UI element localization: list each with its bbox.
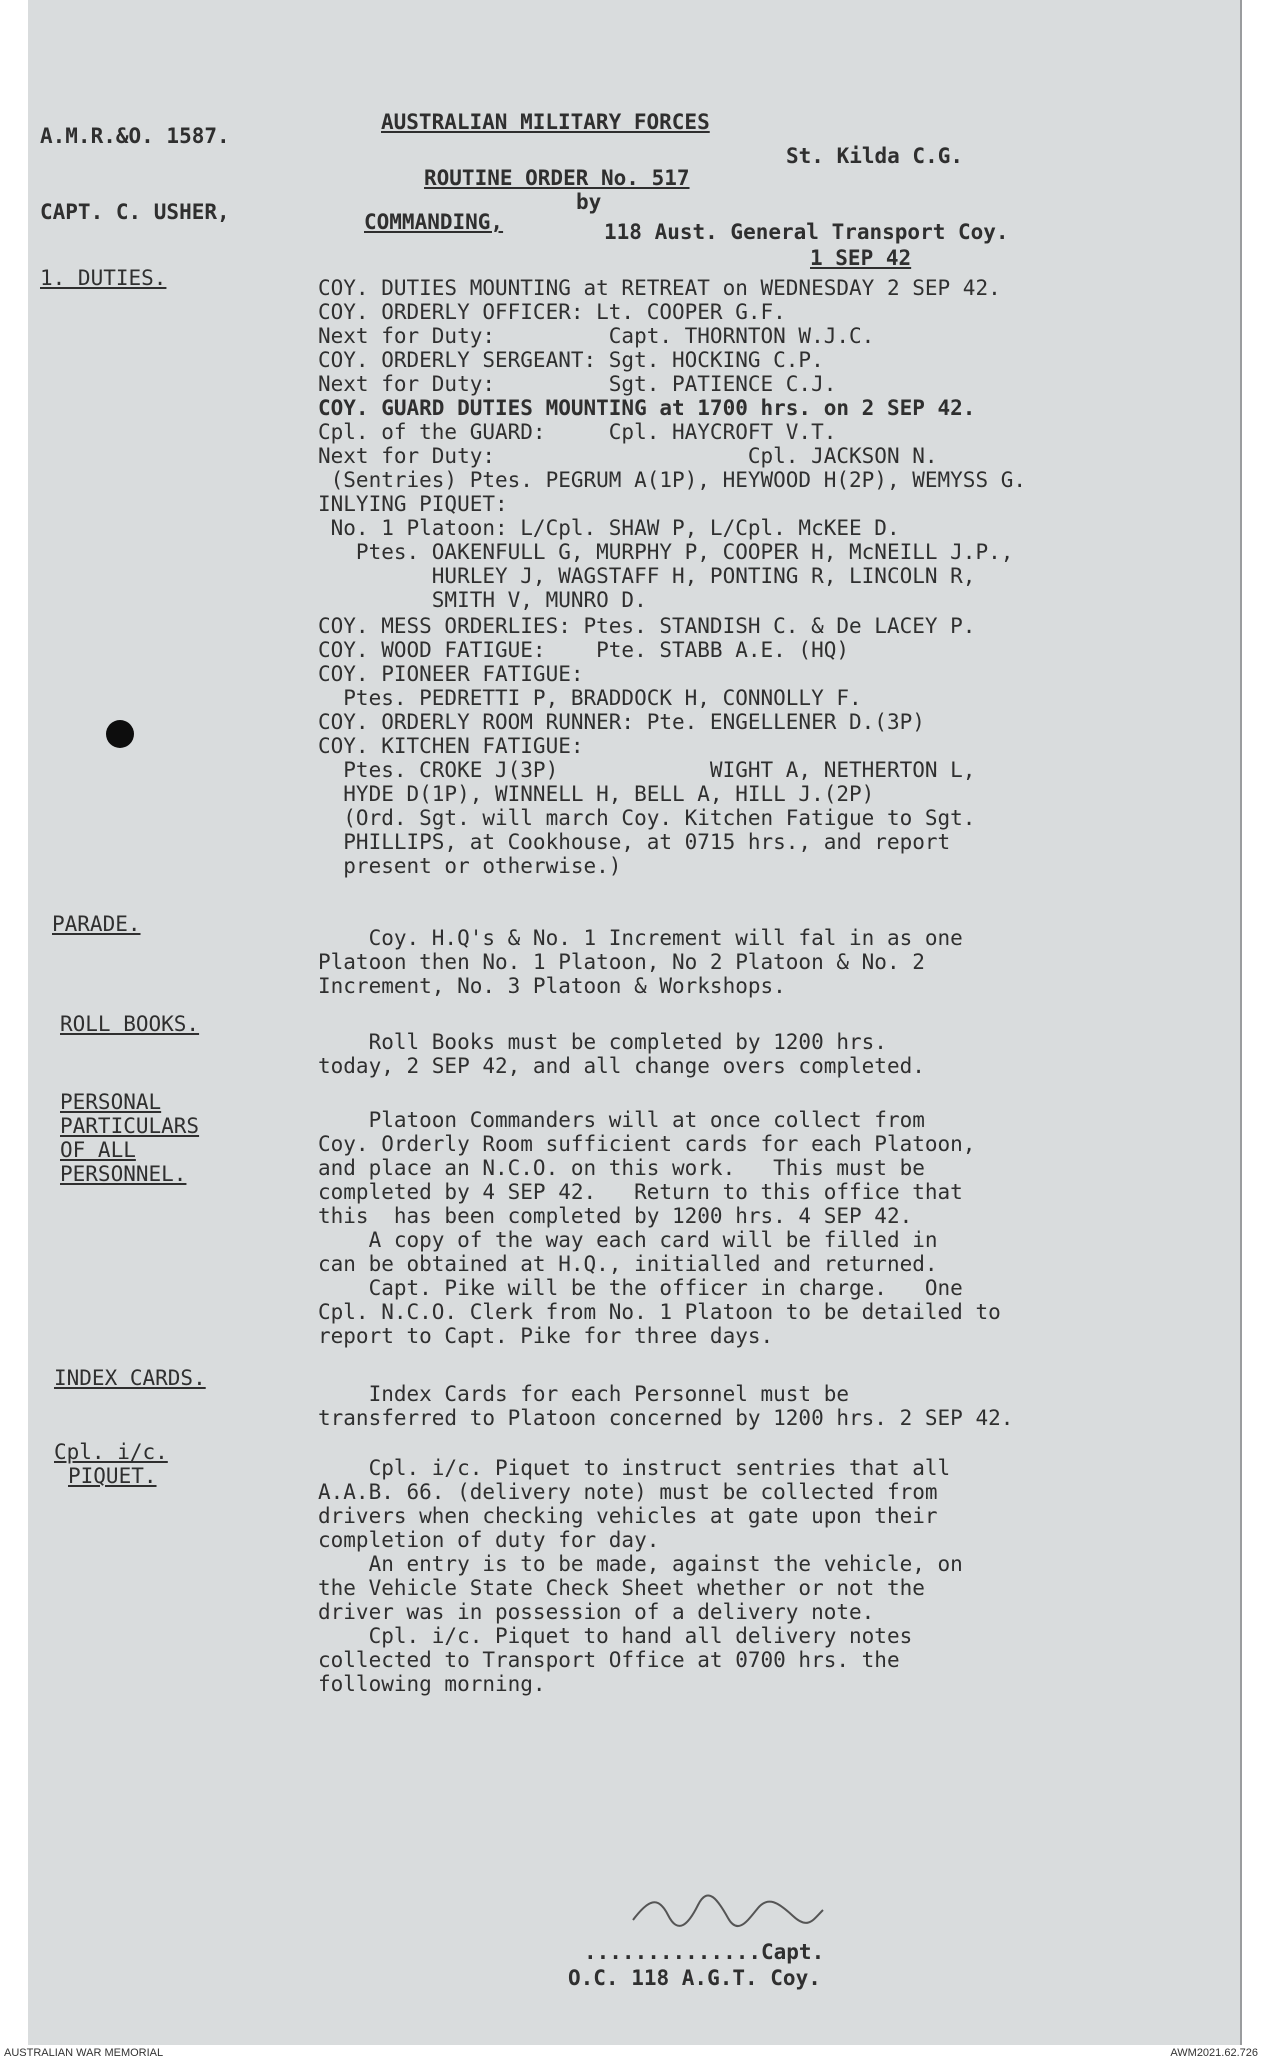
parade-line: Coy. H.Q's & No. 1 Increment will fal in as one [318,926,963,950]
signature-title: O.C. 118 A.G.T. Coy. [568,1966,821,1990]
captain-name: CAPT. C. USHER, [40,200,230,224]
personal-line: Platoon Commanders will at once collect from [318,1108,925,1132]
duties-heading: 1. DUTIES. [40,266,167,290]
duty-line: Next for Duty: Cpl. JACKSON N. [318,444,938,468]
by-label: by [576,190,602,214]
personal-line: can be obtained at H.Q., initialled and returned. [318,1252,938,1276]
personal-heading: PARTICULARS [60,1114,200,1138]
footer-accession: AWM2021.62.726 [1170,2047,1258,2059]
duty-line: PHILLIPS, at Cookhouse, at 0715 hrs., and report [318,830,951,854]
duty-line: present or otherwise.) [318,854,622,878]
personal-line: and place an N.C.O. on this work. This must be [318,1156,925,1180]
personal-line: report to Capt. Pike for three days. [318,1324,774,1348]
duty-line: (Sentries) Ptes. PEGRUM A(1P), HEYWOOD H(2P), WEMYSS G. [318,468,1027,492]
order-number: ROUTINE ORDER No. 517 [424,166,690,190]
piquet-line: the Vehicle State Check Sheet whether or not the [318,1576,925,1600]
roll-books-line: Roll Books must be completed by 1200 hrs. [318,1030,887,1054]
piquet-line: Cpl. i/c. Piquet to hand all delivery notes [318,1624,913,1648]
roll-books-heading: ROLL BOOKS. [60,1012,200,1036]
duty-line: SMITH V, MUNRO D. [318,588,647,612]
piquet-heading: Cpl. i/c. [54,1440,168,1464]
piquet-line: drivers when checking vehicles at gate upon their [318,1504,938,1528]
signature-line: ..............Capt. [584,1940,825,1964]
duty-line: COY. GUARD DUTIES MOUNTING at 1700 hrs. on 2 SEP 42. [318,396,976,420]
duty-line: Ptes. PEDRETTI P, BRADDOCK H, CONNOLLY F. [318,686,862,710]
handwritten-signature [628,1890,828,1930]
personal-line: completed by 4 SEP 42. Return to this office that [318,1180,963,1204]
piquet-line: completion of duty for day. [318,1528,660,1552]
location: St. Kilda C.G. [786,144,964,168]
duty-line: COY. ORDERLY OFFICER: Lt. COOPER G.F. [318,300,786,324]
duty-line: Cpl. of the GUARD: Cpl. HAYCROFT V.T. [318,420,837,444]
piquet-line: A.A.B. 66. (delivery note) must be collected from [318,1480,938,1504]
unit-name: 118 Aust. General Transport Coy. [604,220,1009,244]
personal-heading: PERSONNEL. [60,1162,187,1186]
document-sheet [28,0,1242,2045]
duty-line: COY. ORDERLY SERGEANT: Sgt. HOCKING C.P. [318,348,824,372]
roll-books-line: today, 2 SEP 42, and all change overs completed. [318,1054,925,1078]
footer-credit: AUSTRALIAN WAR MEMORIAL [4,2047,164,2059]
personal-heading: OF ALL [60,1138,136,1162]
personal-heading: PERSONAL [60,1090,162,1114]
order-date: 1 SEP 42 [810,246,912,270]
duty-line: HURLEY J, WAGSTAFF H, PONTING R, LINCOLN R, [318,564,976,588]
piquet-line: Cpl. i/c. Piquet to instruct sentries that all [318,1456,951,1480]
piquet-line: driver was in possession of a delivery note. [318,1600,875,1624]
parade-heading: PARADE. [52,912,141,936]
duty-line: Ptes. CROKE J(3P) WIGHT A, NETHERTON L, [318,758,976,782]
piquet-heading: PIQUET. [68,1464,157,1488]
duty-line: INLYING PIQUET: [318,492,508,516]
commanding-label: COMMANDING, [364,210,504,234]
duty-line: (Ord. Sgt. will march Coy. Kitchen Fatigue to Sgt. [318,806,976,830]
duty-line: Ptes. OAKENFULL G, MURPHY P, COOPER H, McNEILL J.P., [318,540,1014,564]
duty-line: COY. DUTIES MOUNTING at RETREAT on WEDNESDAY 2 SEP 42. [318,276,1001,300]
document-title: AUSTRALIAN MILITARY FORCES [381,110,710,134]
document-reference: A.M.R.&O. 1587. [40,124,230,148]
duty-line: No. 1 Platoon: L/Cpl. SHAW P, L/Cpl. McKEE D. [318,516,900,540]
index-cards-heading: INDEX CARDS. [54,1366,206,1390]
index-cards-line: transferred to Platoon concerned by 1200 hrs. 2 SEP 42. [318,1406,1014,1430]
duty-line: COY. WOOD FATIGUE: Pte. STABB A.E. (HQ) [318,638,850,662]
personal-line: Capt. Pike will be the officer in charge. One [318,1276,963,1300]
duty-line: COY. ORDERLY ROOM RUNNER: Pte. ENGELLENER D.(3P) [318,710,925,734]
duty-line: Next for Duty: Sgt. PATIENCE C.J. [318,372,837,396]
personal-line: Coy. Orderly Room sufficient cards for each Platoon, [318,1132,976,1156]
duty-line: HYDE D(1P), WINNELL H, BELL A, HILL J.(2P) [318,782,875,806]
piquet-line: An entry is to be made, against the vehicle, on [318,1552,963,1576]
index-cards-line: Index Cards for each Personnel must be [318,1382,850,1406]
piquet-line: collected to Transport Office at 0700 hrs. the [318,1648,900,1672]
personal-line: Cpl. N.C.O. Clerk from No. 1 Platoon to be detailed to [318,1300,1001,1324]
parade-line: Increment, No. 3 Platoon & Workshops. [318,974,786,998]
piquet-line: following morning. [318,1672,546,1696]
duty-line: COY. KITCHEN FATIGUE: [318,734,584,758]
duty-line: Next for Duty: Capt. THORNTON W.J.C. [318,324,875,348]
duty-line: COY. PIONEER FATIGUE: [318,662,584,686]
parade-line: Platoon then No. 1 Platoon, No 2 Platoon & No. 2 [318,950,925,974]
personal-line: A copy of the way each card will be filled in [318,1228,938,1252]
punch-hole [106,720,134,748]
personal-line: this has been completed by 1200 hrs. 4 SEP 42. [318,1204,913,1228]
duty-line: COY. MESS ORDERLIES: Ptes. STANDISH C. & De LACEY P. [318,614,976,638]
